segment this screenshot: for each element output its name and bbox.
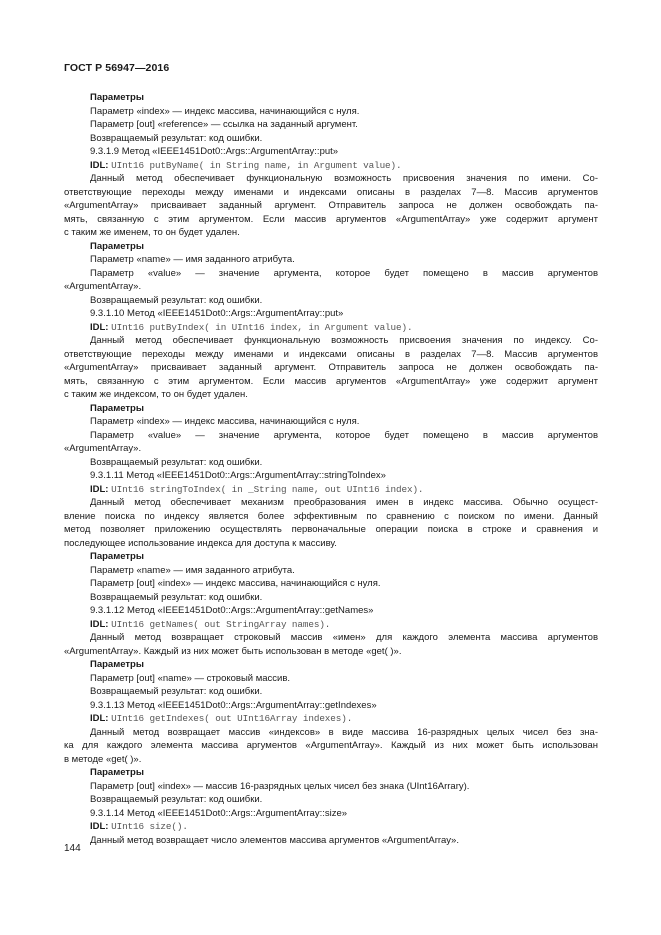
text-line: Возвращаемый результат: код ошибки.	[90, 294, 263, 306]
text-line: с таким же именем, то он будет удален.	[64, 227, 240, 238]
idl-label: IDL:	[90, 821, 109, 832]
text-line: в методе «get( )».	[64, 753, 142, 765]
idl-line	[64, 483, 598, 497]
text-line: вление поиска по индексу является более эффективным по сравнению с поиском по имени. Данный	[64, 510, 598, 522]
page-number: 144	[64, 843, 81, 854]
text-line: ответствующие переходы между именами и индексами описаны в разделах 7—8. Массив аргументов	[64, 348, 598, 360]
section-heading: Параметры	[90, 767, 144, 778]
text-line: Параметр [out] «index» — индекс массива, начинающийся с нуля.	[90, 578, 381, 589]
text-line: ответствующие переходы между именами и индексами описаны в разделах 7—8. Массив аргументов	[64, 186, 598, 198]
text-line: мять, связанную с этим аргументом. Если массив аргументов «ArgumentArray» уже содержит аргумент	[64, 213, 598, 225]
idl-line	[64, 159, 598, 173]
text-line: ка для каждого элемента массива аргументов «ArgumentArray». Каждый из них может быть использован	[64, 740, 598, 751]
section-heading: Параметры	[90, 551, 144, 562]
text-line: «ArgumentArray».	[64, 281, 142, 292]
idl-label: IDL:	[90, 483, 109, 495]
text-line: с таким же индексом, то он будет удален.	[64, 389, 248, 400]
text-line: 9.3.1.9 Метод «IEEE1451Dot0::Args::ArgumentArray::put»	[90, 146, 339, 157]
text-line: Возвращаемый результат: код ошибки.	[90, 686, 263, 697]
text-line: Данный метод обеспечивает функциональную возможность присвоения значения по имени. Со-	[90, 173, 598, 184]
text-line: последующее использование индекса для доступа к массиву.	[64, 537, 337, 549]
text-line: 9.3.1.12 Метод «IEEE1451Dot0::Args::ArgumentArray::getNames»	[90, 605, 374, 616]
idl-label: IDL:	[90, 618, 109, 630]
idl-label: IDL:	[90, 321, 109, 333]
idl-code: UInt16 getNames( out StringArray names).	[111, 618, 331, 630]
text-line: «ArgumentArray».	[64, 443, 142, 454]
text-line: Параметр «value» — значение аргумента, которое будет помещено в массив аргументов	[90, 267, 598, 279]
section-heading: Параметры	[90, 402, 144, 414]
text-line: Возвращаемый результат: код ошибки.	[90, 591, 263, 603]
idl-line	[64, 712, 598, 726]
text-line: 9.3.1.14 Метод «IEEE1451Dot0::Args::ArgumentArray::size»	[90, 807, 348, 819]
text-line: Параметр «value» — значение аргумента, которое будет помещено в массив аргументов	[90, 429, 598, 441]
text-line: мять, связанную с этим аргументом. Если массив аргументов «ArgumentArray» уже содержит аргумент	[64, 375, 598, 387]
idl-code: UInt16 stringToIndex( in _String name, out UInt16 index).	[111, 483, 424, 495]
idl-code: UInt16 putByIndex( in UInt16 index, in Argument value).	[111, 321, 413, 333]
text-line: Параметр «index» — индекс массива, начинающийся с нуля.	[90, 105, 360, 117]
text-line: Данный метод обеспечивает функциональную возможность присвоения значения по индексу. Со-	[90, 335, 598, 346]
text-line: Данный метод возвращает строковый массив «имен» для каждого элемента массива аргументов	[90, 632, 598, 643]
text-line: Возвращаемый результат: код ошибки.	[90, 132, 263, 144]
idl-line	[64, 618, 598, 632]
text-line: 9.3.1.10 Метод «IEEE1451Dot0::Args::ArgumentArray::put»	[90, 308, 344, 319]
text-line: «ArgumentArray» присваивает заданный аргумент. Отправитель запроса не должен освобождать па-	[64, 200, 598, 211]
text-line: Параметр «index» — индекс массива, начинающийся с нуля.	[90, 416, 360, 427]
text-line: «ArgumentArray» присваивает заданный аргумент. Отправитель запроса не должен освобождать па-	[64, 362, 598, 373]
idl-code: UInt16 size().	[111, 821, 188, 832]
text-line: Возвращаемый результат: код ошибки.	[90, 456, 263, 468]
idl-line	[64, 820, 598, 834]
text-line: 9.3.1.11 Метод «IEEE1451Dot0::Args::ArgumentArray::stringToIndex»	[90, 470, 386, 481]
text-line: Параметр [out] «name» — строковый массив.	[90, 672, 291, 684]
text-line: Возвращаемый результат: код ошибки.	[90, 794, 263, 805]
text-line: 9.3.1.13 Метод «IEEE1451Dot0::Args::ArgumentArray::getIndexes»	[90, 699, 377, 711]
section-heading: Параметры	[90, 659, 144, 670]
document-body	[64, 91, 598, 847]
idl-code: UInt16 getIndexes( out UInt16Array indexes).	[111, 713, 353, 724]
text-line: Данный метод возвращает число элементов массива аргументов «ArgumentArray».	[90, 834, 459, 846]
idl-code: UInt16 putByName( in String name, in Argument value).	[111, 159, 402, 171]
idl-label: IDL:	[90, 713, 109, 724]
text-line: Данный метод обеспечивает механизм преобразования имен в индекс массива. Обычно осущест-	[90, 497, 598, 508]
idl-label: IDL:	[90, 159, 109, 171]
section-heading: Параметры	[90, 240, 144, 252]
text-line: Данный метод возвращает массив «индексов» в виде массива 16-разрядных целых чисел без зна-	[90, 726, 598, 738]
idl-line	[64, 321, 598, 335]
document-header: ГОСТ Р 56947—2016	[64, 62, 170, 74]
text-line: Параметр [out] «reference» — ссылка на заданный аргумент.	[90, 119, 358, 130]
text-line: Параметр «name» — имя заданного атрибута.	[90, 564, 295, 576]
text-line: Параметр [out] «index» — массив 16-разрядных целых чисел без знака (UInt16Arrary).	[90, 780, 470, 792]
section-heading: Параметры	[90, 92, 144, 103]
text-line: «ArgumentArray». Каждый из них может быть использован в методе «get( )».	[64, 645, 402, 657]
text-line: Параметр «name» — имя заданного атрибута.	[90, 254, 295, 265]
text-line: метод позволяет приложению осуществлять первоначальные операции поиска в строке и сравнения и	[64, 524, 598, 535]
